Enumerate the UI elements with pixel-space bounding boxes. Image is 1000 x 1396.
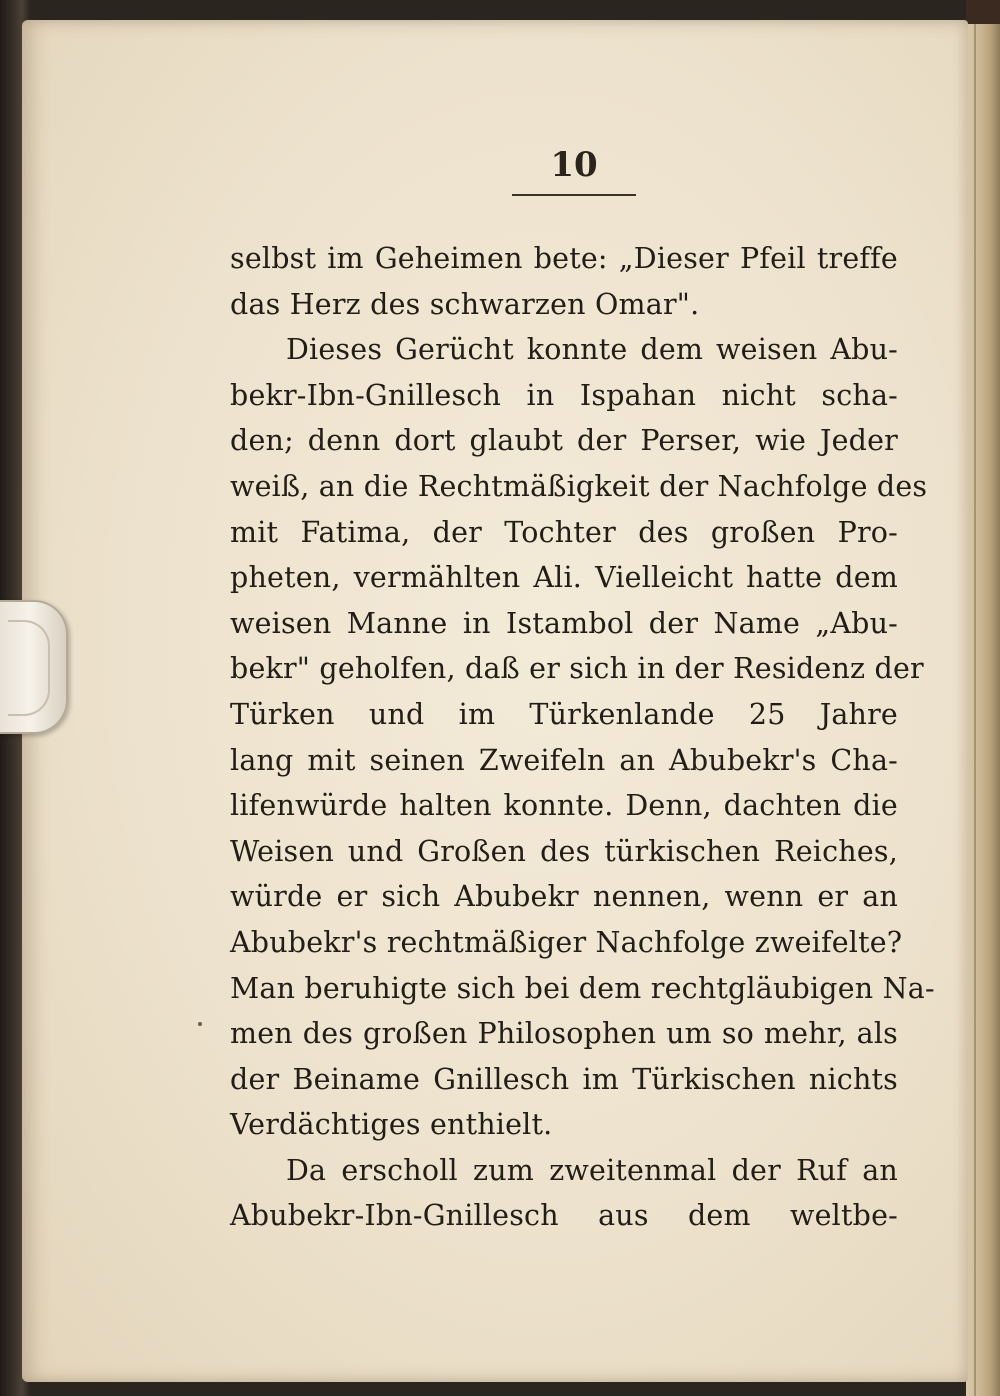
page-number: 10	[550, 145, 598, 185]
text-line: Man beruhigte sich bei dem rechtgläubigen Na-	[230, 971, 935, 1005]
text-line: Weisen und Großen des türkischen Reiches,	[230, 834, 898, 868]
text-line: Dieses Gerücht konnte dem weisen Abu-	[286, 333, 898, 367]
page-edge-stack	[966, 0, 1000, 1396]
text-line: selbst im Geheimen bete: „Dieser Pfeil treffe	[230, 242, 898, 275]
text-line: das Herz des schwarzen Omar".	[230, 287, 700, 321]
text-line: Da erscholl zum zweitenmal der Ruf an	[286, 1153, 898, 1187]
text-line: der Beiname Gnillesch im Türkischen nichts	[230, 1062, 898, 1096]
text-line: Türken und im Türkenlande 25 Jahre	[230, 697, 898, 731]
text-line: lifenwürde halten konnte. Denn, dachten die	[230, 789, 898, 823]
text-line: bekr" geholfen, daß er sich in der Residenz der	[230, 652, 924, 686]
text-line: den; denn dort glaubt der Perser, wie Jeder	[230, 424, 898, 458]
text-line: bekr-Ibn-Gnillesch in Ispahan nicht scha-	[230, 378, 898, 412]
text-line: weisen Manne in Istambol der Name „Abu-	[230, 606, 898, 640]
text-line: weiß, an die Rechtmäßigkeit der Nachfolge des	[230, 469, 928, 503]
paper-clip	[0, 600, 68, 734]
text-line: pheten, vermählten Ali. Vielleicht hatte dem	[230, 561, 898, 595]
ink-speck	[198, 1022, 202, 1026]
text-line: lang mit seinen Zweifeln an Abubekr's Cha-	[230, 743, 898, 777]
binding-corner	[966, 0, 1000, 24]
body-text	[230, 236, 935, 1239]
text-line: Verdächtiges enthielt.	[230, 1108, 553, 1142]
text-line: men des großen Philosophen um so mehr, als	[230, 1017, 898, 1051]
text-line: würde er sich Abubekr nennen, wenn er an	[230, 880, 898, 914]
text-line: Abubekr-Ibn-Gnillesch aus dem weltbe-	[230, 1199, 898, 1233]
text-line: mit Fatima, der Tochter des großen Pro-	[230, 515, 898, 549]
text-line: Abubekr's rechtmäßiger Nachfolge zweifelte?	[230, 925, 903, 959]
page-number-rule	[512, 194, 636, 196]
